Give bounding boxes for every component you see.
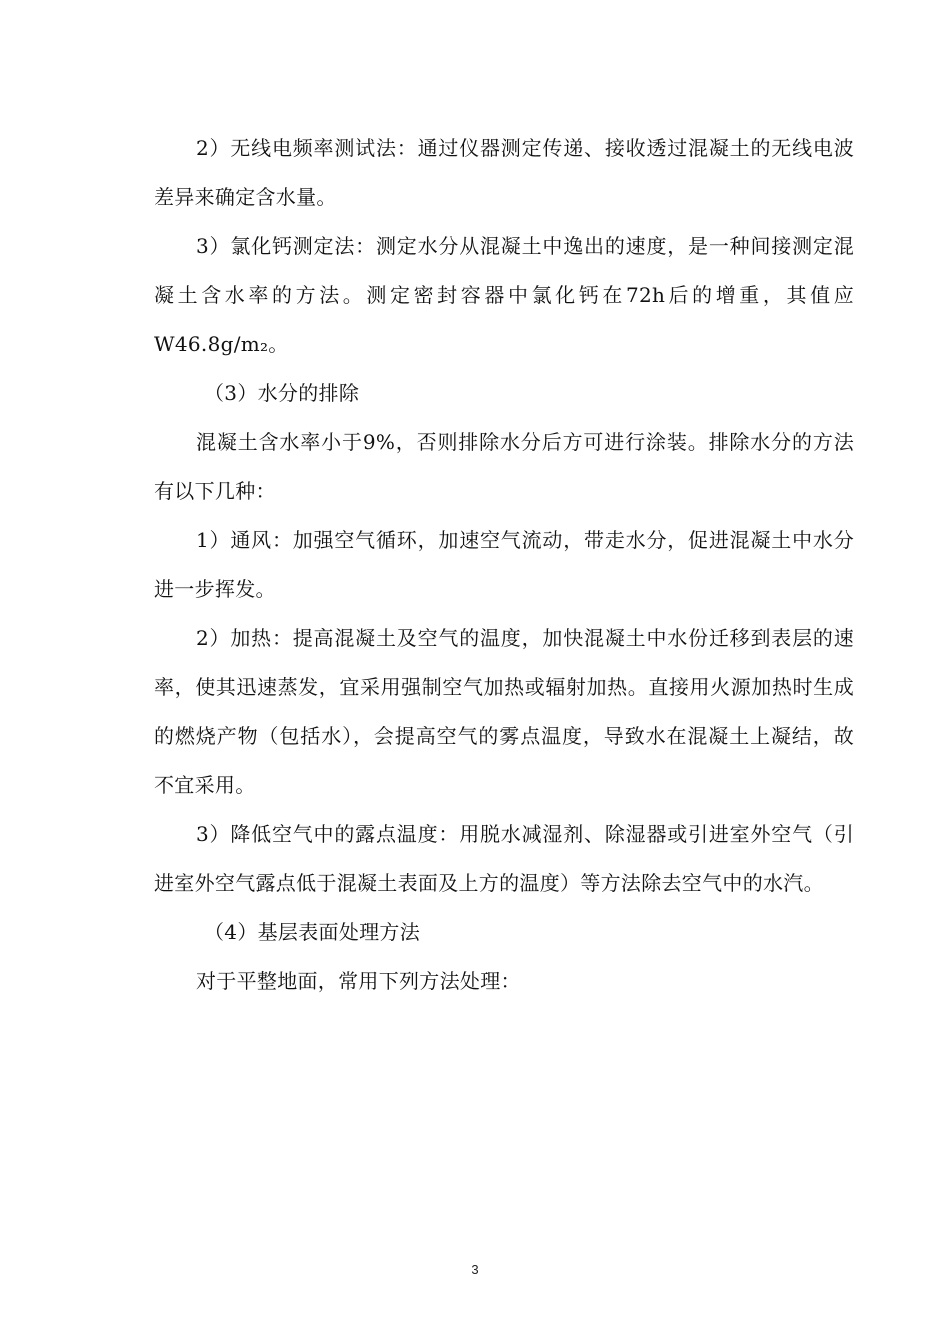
paragraph-heating: 2）加热：提高混凝土及空气的温度，加快混凝土中水份迁移到表层的速率，使其迅速蒸发，宜采用强制空气加热或辐射加热。直接用火源加热时生成的燃烧产物（包括水），会提高空气的雾点温度，导致水在混凝土上凝结，故不宜采用。	[154, 626, 854, 797]
paragraph-lower-dew-point: 3）降低空气中的露点温度：用脱水减湿剂、除湿器或引进室外空气（引进室外空气露点低于混凝土表面及上方的温度）等方法除去空气中的水汽。	[154, 822, 854, 895]
section-heading-moisture-removal: （3）水分的排除	[204, 381, 360, 405]
page-number: 3	[471, 1262, 479, 1277]
document-body	[154, 124, 854, 1006]
paragraph-ventilation: 1）通风：加强空气循环，加速空气流动，带走水分，促进混凝土中水分进一步挥发。	[154, 528, 854, 601]
paragraph-moisture-removal-intro: 混凝土含水率小于9%，否则排除水分后方可进行涂装。排除水分的方法有以下几种：	[154, 430, 854, 503]
paragraph-calcium-chloride-test: 3）氯化钙测定法：测定水分从混凝土中逸出的速度，是一种间接测定混凝土含水率的方法。测定密封容器中氯化钙在72h后的增重，其值应W46.8g/m₂。	[154, 234, 854, 356]
section-heading-surface-treatment: （4）基层表面处理方法	[204, 920, 421, 944]
paragraph-flat-floor-methods: 对于平整地面，常用下列方法处理：	[196, 969, 521, 993]
paragraph-radio-frequency-test: 2）无线电频率测试法：通过仪器测定传递、接收透过混凝土的无线电波差异来确定含水量。	[154, 136, 854, 209]
